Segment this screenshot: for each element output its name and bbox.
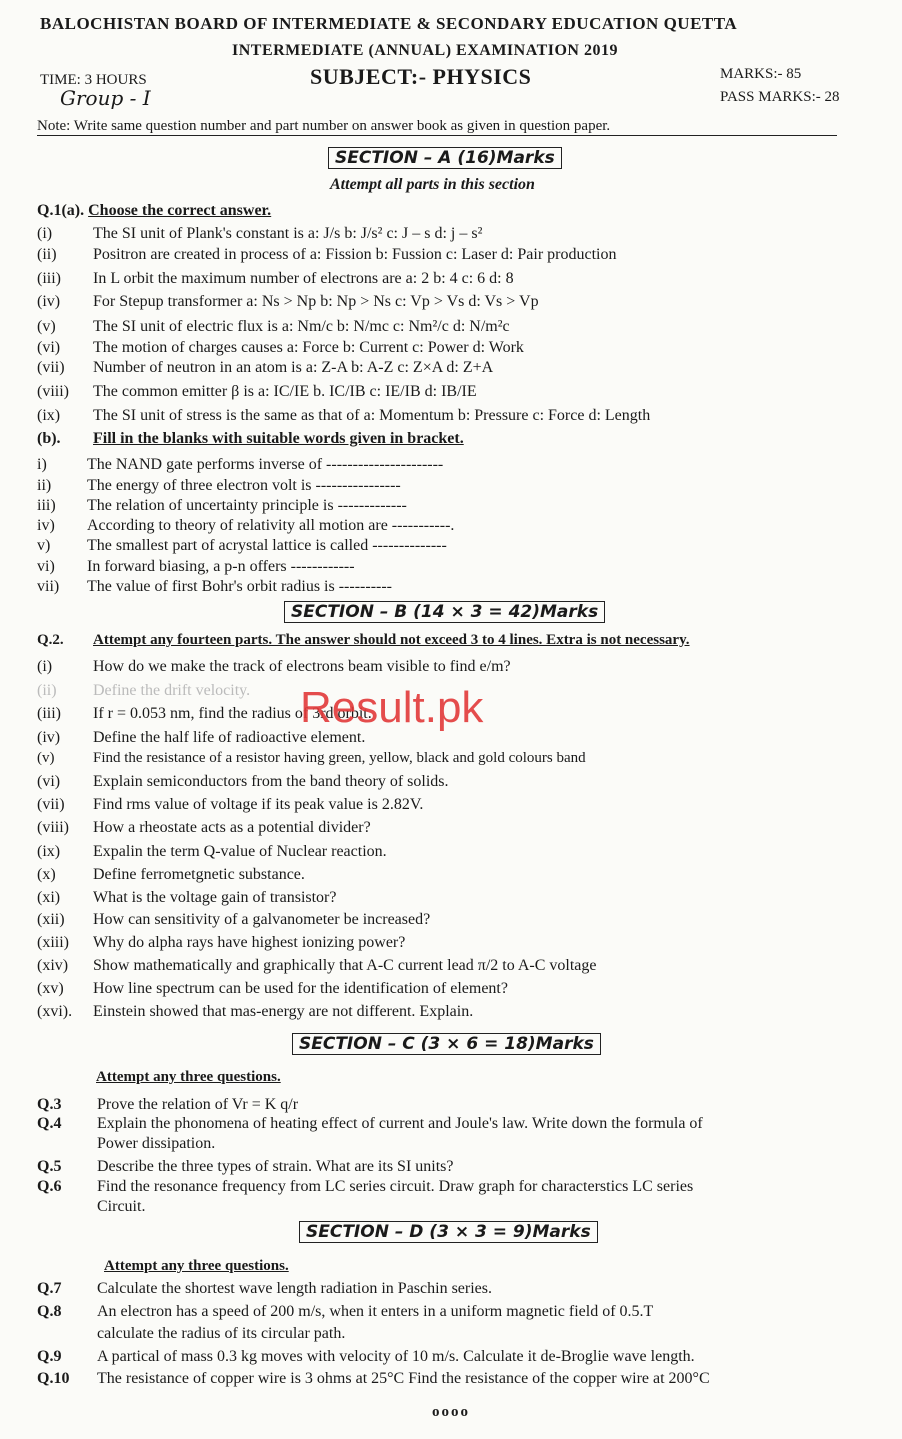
short-question: (xvi). Einstein showed that mas-energy are not different. Explain. (37, 1003, 474, 1020)
mcq-item: (i) The SI unit of Plank's constant is a: J/s b: J/s² c: J – s d: j – s² (37, 225, 483, 242)
blank-item: i) The NAND gate performs inverse of ---------------------- (37, 456, 444, 473)
blank-item: iii) The relation of uncertainty principle is ------------- (37, 497, 407, 514)
section-d-title: SECTION – D (3 × 3 = 9)Marks (299, 1221, 598, 1243)
mcq-item: (v) The SI unit of electric flux is a: Nm/c b: N/mc c: Nm²/c d: N/m²c (37, 318, 510, 335)
numerical-question: Q.9 A partical of mass 0.3 kg moves with velocity of 10 m/s. Calculate it de-Broglie wave length. (37, 1348, 695, 1365)
short-question: (iv) Define the half life of radioactive element. (37, 729, 366, 746)
short-question: (xiv) Show mathematically and graphically that A-C current lead π/2 to A-C voltage (37, 957, 597, 974)
pass-marks-label: PASS MARKS:- 28 (720, 89, 840, 105)
long-question: Q.5 Describe the three types of strain. What are its SI units? (37, 1158, 454, 1175)
section-a-subtitle: Attempt all parts in this section (330, 176, 535, 193)
short-question: (viii) How a rheostate acts as a potential divider? (37, 819, 371, 836)
note-line: Note: Write same question number and part number on answer book as given in question paper. (37, 118, 837, 136)
section-a-title: SECTION – A (16)Marks (328, 147, 562, 169)
numerical-question: Q.8 An electron has a speed of 200 m/s, when it enters in a uniform magnetic field of 0.5.T (37, 1303, 654, 1320)
short-question: (xv) How line spectrum can be used for the identification of element? (37, 980, 508, 997)
section-c-title: SECTION – C (3 × 6 = 18)Marks (292, 1033, 601, 1055)
mcq-item: (iv) For Stepup transformer a: Ns > Np b: Np > Ns c: Vp > Vs d: Vs > Vp (37, 293, 539, 310)
mcq-item: (ix) The SI unit of stress is the same as that of a: Momentum b: Pressure c: Force d: Length (37, 407, 651, 424)
short-question: (x) Define ferrometgnetic substance. (37, 866, 305, 883)
mcq-item: (ii) Positron are created in process of a: Fission b: Fussion c: Laser d: Pair production (37, 246, 617, 263)
q1a-heading: Q.1(a). Choose the correct answer. (37, 202, 272, 219)
numerical-question: Q.7 Calculate the shortest wave length radiation in Paschin series. (37, 1280, 492, 1297)
footer-mark: oooo (432, 1404, 470, 1420)
blank-item: v) The smallest part of acrystal lattice is called -------------- (37, 537, 447, 554)
short-question: (xi) What is the voltage gain of transistor? (37, 889, 337, 906)
marks-label: MARKS:- 85 (720, 66, 802, 82)
short-question: (vi) Explain semiconductors from the band theory of solids. (37, 773, 449, 790)
section-b-title: SECTION – B (14 × 3 = 42)Marks (284, 601, 605, 623)
short-question: (ix) Expalin the term Q-value of Nuclear reaction. (37, 843, 387, 860)
group-handwritten: Group - I (60, 86, 151, 110)
mcq-item: (vii) Number of neutron in an atom is a: Z-A b: A-Z c: Z×A d: Z+A (37, 359, 494, 376)
exam-title: INTERMEDIATE (ANNUAL) EXAMINATION 2019 (232, 42, 618, 59)
mcq-item: (viii) The common emitter β is a: IC/IE b. IC/IB c: IE/IB d: IB/IE (37, 383, 477, 400)
board-title: BALOCHISTAN BOARD OF INTERMEDIATE & SECONDARY EDUCATION QUETTA (40, 14, 738, 33)
section-c-heading: Attempt any three questions. (96, 1069, 281, 1085)
q2-heading: Q.2. Attempt any fourteen parts. The answer should not exceed 3 to 4 lines. Extra is not necessary. (37, 632, 690, 648)
short-question: (xiii) Why do alpha rays have highest ionizing power? (37, 934, 406, 951)
q1b-heading: (b). Fill in the blanks with suitable words given in bracket. (37, 430, 464, 447)
long-question: Q.6 Find the resonance frequency from LC series circuit. Draw graph for characterstics LC series (37, 1178, 694, 1195)
blank-item: iv) According to theory of relativity all motion are -----------. (37, 517, 455, 534)
numerical-question: Q.10 The resistance of copper wire is 3 ohms at 25°C Find the resistance of the copper wire at 200°C (37, 1370, 710, 1387)
mcq-item: (vi) The motion of charges causes a: Force b: Current c: Power d: Work (37, 339, 524, 356)
numerical-question-cont: calculate the radius of its circular path. (97, 1325, 346, 1342)
long-question-cont: Circuit. (97, 1198, 146, 1215)
subject-label: SUBJECT:- PHYSICS (310, 64, 532, 89)
long-question: Q.4 Explain the phonomena of heating effect of current and Joule's law. Write down the formula of (37, 1115, 703, 1132)
blank-item: ii) The energy of three electron volt is ---------------- (37, 477, 401, 494)
blank-item: vi) In forward biasing, a p-n offers ------------ (37, 558, 355, 575)
watermark-logo: Result.pk (300, 683, 484, 732)
short-question: (xii) How can sensitivity of a galvanometer be increased? (37, 911, 431, 928)
blank-item: vii) The value of first Bohr's orbit radius is ---------- (37, 578, 393, 595)
short-question: (ii) Define the drift velocity. (37, 682, 251, 699)
short-question: (v) Find the resistance of a resistor having green, yellow, black and gold colours band (37, 750, 586, 766)
section-d-heading: Attempt any three questions. (104, 1258, 289, 1274)
short-question: (i) How do we make the track of electrons beam visible to find e/m? (37, 658, 511, 675)
long-question: Q.3 Prove the relation of Vr = K q/r (37, 1096, 299, 1113)
short-question: (vii) Find rms value of voltage if its peak value is 2.82V. (37, 796, 424, 813)
long-question-cont: Power dissipation. (97, 1135, 216, 1152)
mcq-item: (iii) In L orbit the maximum number of electrons are a: 2 b: 4 c: 6 d: 8 (37, 270, 514, 287)
short-question: (iii) If r = 0.053 nm, find the radius of 3rd orbit. (37, 705, 372, 722)
time-label: TIME: 3 HOURS (40, 72, 147, 88)
